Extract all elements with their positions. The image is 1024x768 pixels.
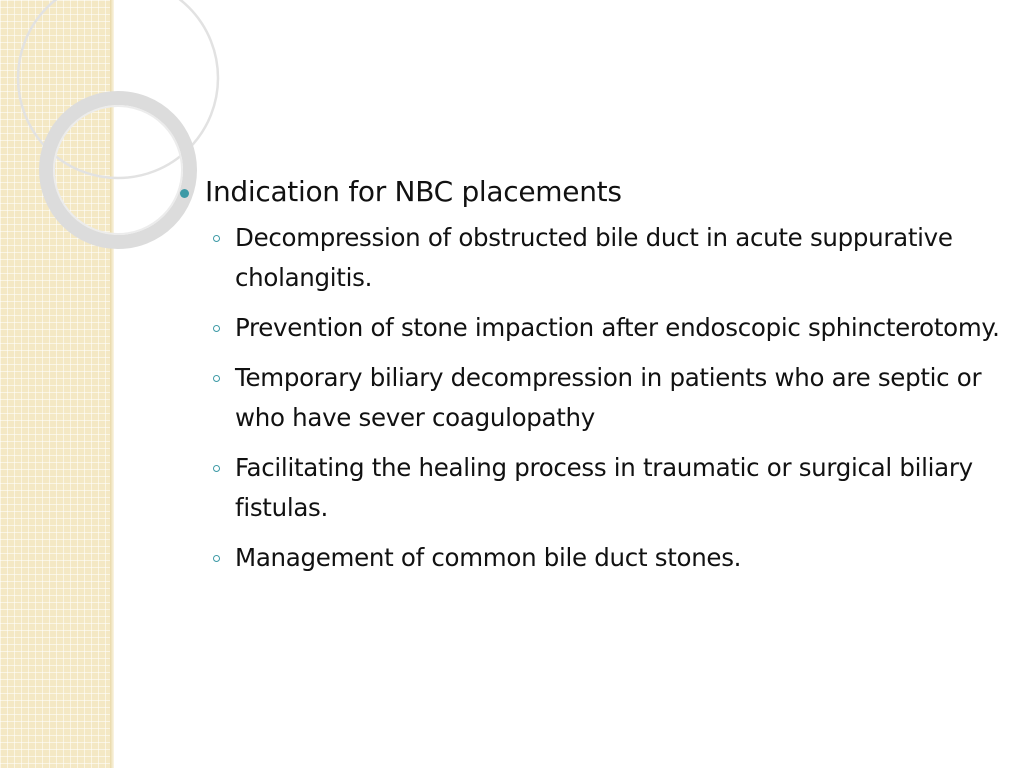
sub-bullet-text: Facilitating the healing process in traumatic or surgical biliary fistulas.	[235, 453, 973, 522]
sub-bullet-item	[213, 218, 1010, 298]
sub-bullet-item	[213, 308, 1010, 348]
sub-bullet-item	[213, 358, 1010, 438]
decorative-ring-bottom-inner	[54, 106, 182, 234]
sub-bullet-text: Temporary biliary decompression in patients who are septic or who have sever coagulopathy	[235, 363, 982, 432]
bullet-circle-icon	[213, 235, 220, 242]
decorative-ring-bottom	[46, 98, 190, 242]
main-bullet-text: Indication for NBC placements	[205, 175, 622, 208]
sub-bullet-item	[213, 538, 1010, 578]
sub-bullet-text: Management of common bile duct stones.	[235, 543, 742, 572]
decorative-rings	[0, 0, 200, 260]
bullet-dot-icon	[180, 189, 189, 198]
sub-bullet-text: Decompression of obstructed bile duct in acute suppurative cholangitis.	[235, 223, 953, 292]
slide-content	[180, 170, 1010, 588]
bullet-circle-icon	[213, 375, 220, 382]
sub-bullet-list	[213, 218, 1010, 578]
bullet-circle-icon	[213, 325, 220, 332]
sub-bullet-item	[213, 448, 1010, 528]
sub-bullet-text: Prevention of stone impaction after endoscopic sphincterotomy.	[235, 313, 1000, 342]
main-bullet-item	[180, 170, 1010, 214]
bullet-circle-icon	[213, 555, 220, 562]
bullet-circle-icon	[213, 465, 220, 472]
